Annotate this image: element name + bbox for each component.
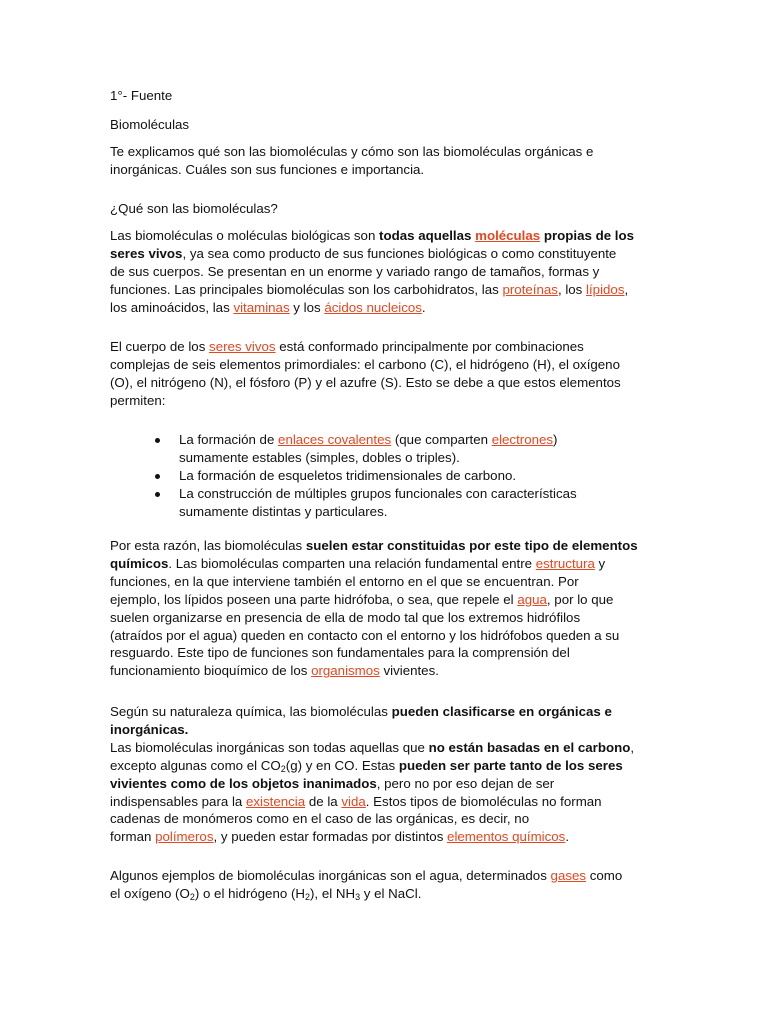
link-proteinas[interactable]: proteínas: [502, 281, 558, 297]
bullet-dot-icon: [155, 474, 160, 479]
link-elementos-quimicos[interactable]: elementos químicos: [447, 829, 566, 845]
link-vitaminas[interactable]: vitaminas: [233, 299, 290, 315]
link-existencia[interactable]: existencia: [246, 793, 306, 809]
bullet-list: [155, 431, 675, 521]
link-lipidos[interactable]: lípidos: [586, 281, 625, 297]
list-item: La formación de esqueletos tridimensionales de carbono.: [155, 467, 675, 485]
link-seres-vivos[interactable]: seres vivos: [209, 339, 276, 354]
bullet-dot-icon: [155, 438, 160, 443]
list-item: La formación de enlaces covalentes (que comparten electrones) sumamente estables (simples, dobles o triples).: [155, 431, 675, 467]
link-agua[interactable]: agua: [517, 591, 547, 607]
source-heading: 1°- Fuente: [110, 88, 173, 103]
link-organismos[interactable]: organismos: [311, 663, 380, 679]
bullet-dot-icon: [155, 492, 160, 497]
link-polimeros[interactable]: polímeros: [155, 829, 214, 845]
paragraph-examples: Algunos ejemplos de biomoléculas inorgánicas son el agua, determinados gases como el oxígeno $(O_2)$ o el hidrógeno $(H_2)$, el $NH_3$ y el NaCl.: [110, 868, 623, 902]
document-title: Biomoléculas: [110, 117, 190, 132]
link-electrones[interactable]: electrones: [491, 432, 554, 447]
paragraph-classification: Según su naturaleza química, las biomoléculas pueden clasificarse en orgánicas e inorgánicas. Las biomoléculas inorgánicas son todas aquellas que no están basadas en el carbono, excepto algunas como el $CO_2(g)$ y en CO. Estas pueden ser parte tanto de los seres vivientes como de los objetos inanimados, pero no por eso dejan de ser indispensables para la existencia de la vida. Estos tipos de biomoléculas no forman cadenas de monómeros como en el caso de las orgánicas, es decir, no forman polímeros, y pueden estar formadas por distintos elementos químicos.: [110, 704, 635, 845]
section-question: ¿Qué son las biomoléculas?: [110, 201, 278, 216]
paragraph-definition: Las biomoléculas o moléculas biológicas son todas aquellas moléculas propias de los seres vivos, ya sea como producto de sus funciones biológicas o como constituyente de sus cuerpos. Se presentan en un enorme y variado rango de tamaños, formas y funciones. Las principales biomoléculas son los carbohidratos, las proteínas, los lípidos, los aminoácidos, las vitaminas y los ácidos nucleicos.: [110, 228, 635, 315]
link-gases[interactable]: gases: [550, 868, 587, 883]
link-acidos-nucleicos[interactable]: ácidos nucleicos: [324, 299, 422, 315]
paragraph-structure: Por esta razón, las biomoléculas suelen estar constituidas por este tipo de elementos químicos. Las biomoléculas comparten una relación fundamental entre estructura y funciones, en la que interviene también el entorno en el que se encuentran. Por ejemplo, los lípidos poseen una parte hidrófoba, o sea, que repele el agua, por lo que suelen organizarse en presencia de ella de modo tal que los extremos hidrófilos (atraídos por el agua) queden en contacto con el entorno y los hidrófobos queden a su resguardo. Este tipo de funciones son fundamentales para la comprensión del funcionamiento bioquímico de los organismos vivientes.: [110, 538, 638, 679]
intro-paragraph: Te explicamos qué son las biomoléculas y cómo son las biomoléculas orgánicas e inorgánicas. Cuáles son sus funciones e importancia.: [110, 144, 594, 177]
list-item: La construcción de múltiples grupos funcionales con características sumamente distintas y particulares.: [155, 485, 675, 521]
link-vida[interactable]: vida: [341, 793, 366, 809]
paragraph-elements: El cuerpo de los seres vivos está conformado principalmente por combinaciones complejas de seis elementos primordiales: el carbono (C), el hidrógeno (H), el oxígeno (O), el nitrógeno (N), el fósforo (P) y el azufre (S). Esto se debe a que estos elementos permiten:: [110, 339, 621, 408]
link-estructura[interactable]: estructura: [535, 555, 595, 571]
link-moleculas[interactable]: moléculas: [475, 228, 541, 243]
link-enlaces-covalentes[interactable]: enlaces covalentes: [278, 432, 392, 447]
